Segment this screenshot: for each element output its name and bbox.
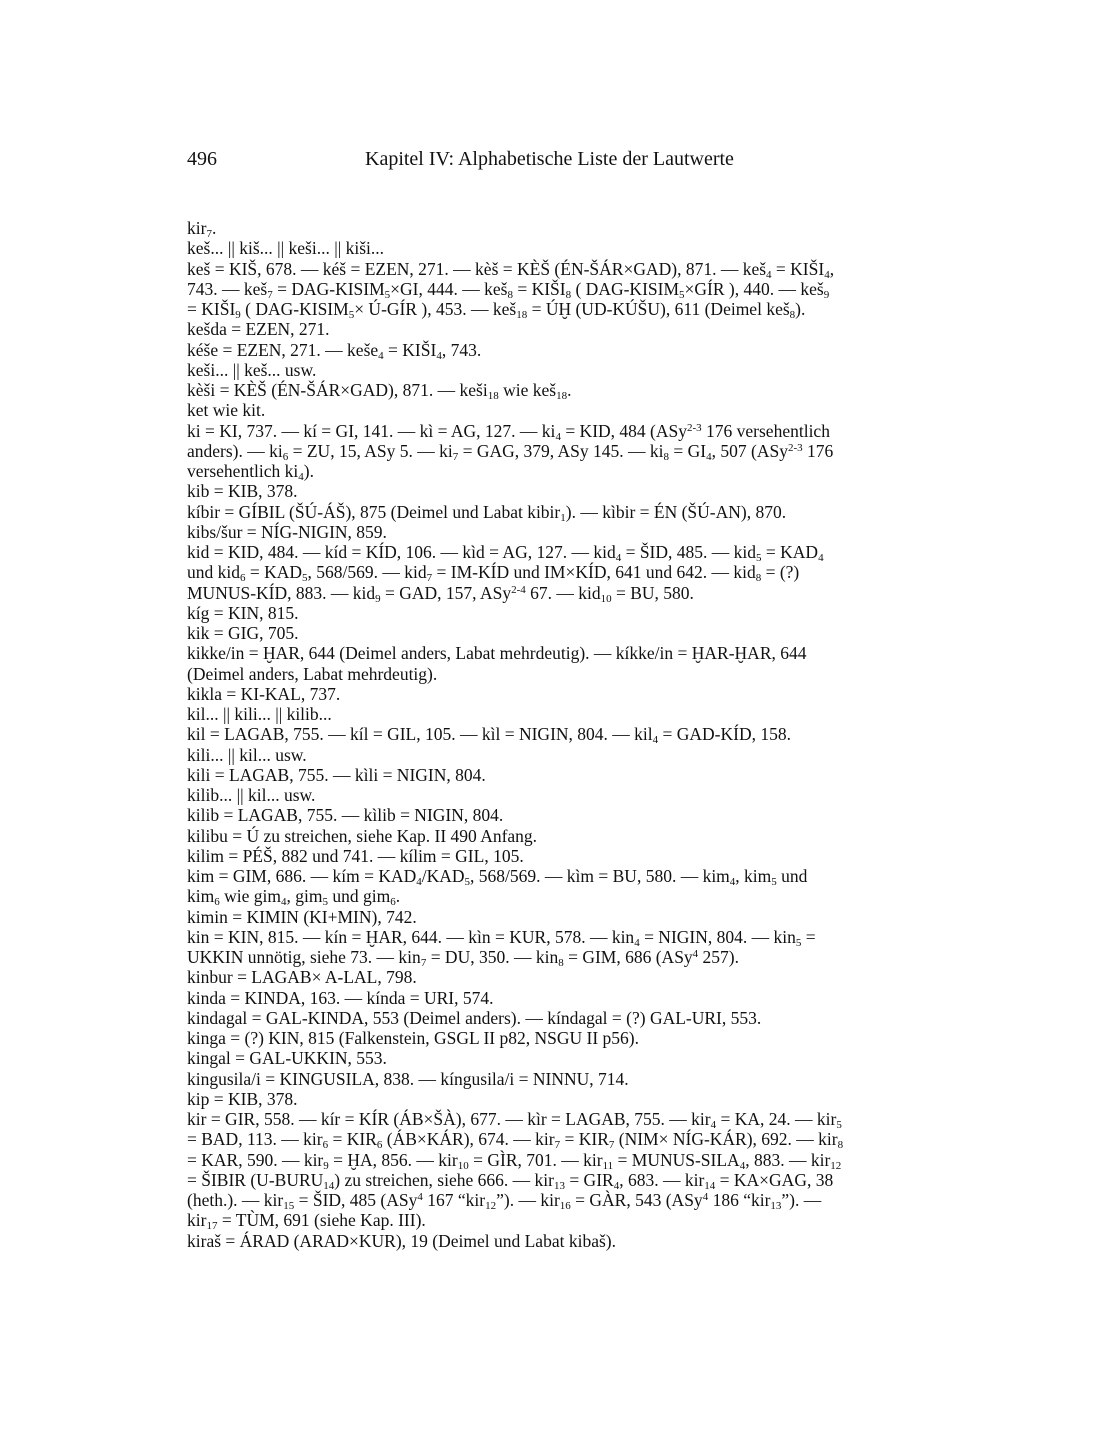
entry-line: kili = LAGAB, 755. — kìli = NIGIN, 804. [187,764,486,785]
page-number: 496 [187,148,217,170]
entry-line: kilib... || kil... usw. [187,785,316,805]
entry-line: UKKIN unnötig, siehe 73. — kin$_7$ = DU, 350. — kin$_8$ = GIM, 686 (ASy$^4$ 257). [187,947,739,969]
entry-line: kindagal = GAL-KINDA, 553 (Deimel anders). — kíndagal = (?) GAL-URI, 553. [187,1007,762,1028]
entry-line: ket wie kit. [187,400,266,421]
entry-line: kik = GIG, 705. [187,623,299,643]
entry-line: kili... || kil... usw. [187,744,307,765]
entry-line: = ŠIBIR $(U-BURU_{14})$ zu streichen, siehe 666. — $kir_{13} = GIR_4$, 683. — kir$_{14}$ = KA×GAG, 38 [187,1169,834,1192]
entry-line: kiraš = ÁRAD (ARAD×KUR), 19 (Deimel und Labat kibaš). [187,1230,616,1251]
page-header [187,146,907,172]
entry-line: (heth.). — kir$_{15}$ = ŠID, 485 (ASy$^4$ 167 “kir$_{12}$”). — kir$_{16}$ = GÀR, 543 (ASy$^4$ 186 “kir$_{13}$”). — [187,1190,822,1212]
entry-line: kingusila/i = KINGUSILA, 838. — kíngusila/i = NINNU, 714. [187,1068,629,1089]
entry-line: kèši = KÈŠ (ÉN-ŠÁR×GAD), 871. — keši$_{18}$ wie keš$_{18}$. [187,380,572,402]
entry-line: kinda = KINDA, 163. — kínda = URI, 574. [187,987,494,1008]
entry-line: kilib = LAGAB, 755. — kìlib = NIGIN, 804. [187,805,504,826]
entry-line: kíg = KIN, 815. [187,602,299,623]
entry-line: ki = KI, 737. — kí = GI, 141. — kì = AG, 127. — $ki_4$ = KID, 484 (ASy$^{2-3}$ 176 versehentlich [187,420,830,443]
entry-line: = BAD, 113. — $kir_6 = KIR_6$ (ÁB×KÁR), 674. — $kir_7 = KIR_7$ (NIM× NÍG-KÁR), 692. — kir$_8$ [187,1129,844,1152]
entry-line: kim = GIM, 686. — kím = $KAD_4/KAD_5$, 568/569. — kìm = BU, 580. — kim$_4$, kim$_5$ und [187,866,808,888]
entry-line: keš... || kiš... || keši... || kiši... [187,238,384,259]
entry-line: kikke/in = ḪAR, 644 (Deimel anders, Labat mehrdeutig). — kíkke/in = ḪAR-ḪAR, 644 [187,643,807,664]
entry-line: kil = LAGAB, 755. — kíl = GIL, 105. — kìl = NIGIN, 804. — kil$_4$ = GAD-KÍD, 158. [187,724,791,747]
entry-line: kingal = GAL-UKKIN, 553. [187,1048,387,1069]
entry-line: kip = KIB, 378. [187,1088,298,1109]
entry-line: kin = KIN, 815. — kín = ḪAR, 644. — kìn = KUR, 578. — kin$_4$ = NIGIN, 804. — kin$_5$ = [187,926,816,949]
entry-line: kir = GIR, 558. — kír = KÍR (ÁB×ŠÀ), 677. — kìr = LAGAB, 755. — kir$_4$ = KA, 24. — kir$_5$ [187,1109,842,1131]
entry-line: kilibu = Ú zu streichen, siehe Kap. II 490 Anfang. [187,825,538,846]
entry-line: kir$_{17}$ = TÙM, 691 (siehe Kap. III). [187,1210,426,1233]
entry-line: kinga = (?) KIN, 815 (Falkenstein, GSGL II p82, NSGU II p56). [187,1028,639,1048]
entry-line: kéše = EZEN, 271. — keše$_4$ = $KIŠI_4$, 743. [187,339,482,362]
entry-line: versehentlich $ki_4$). [187,461,314,483]
entry-line: anders). — $ki_6$ = ZU, 15, ASy 5. — $ki_7$ = GAG, 379, ASy 145. — $ki_8 = GI_4$, 507 (ASy$^{2-3}$ 176 [187,440,834,463]
entry-line: und $kid_6 = KAD_5$, 568/569. — kid$_7$ = IM-KÍD und IM×KÍD, 641 und 642. — kid$_8$ = (?) [187,562,800,585]
entry-line: 743. — keš$_7$ = DAG-$KISIM_5\times GI$, 444. — keš$_8$ = $KIŠI_8$ ( DAG-$KISIM_5\times GÍR$ ), 440. — keš$_9$ [187,278,830,301]
entry-line: kíbir = GÍBIL (ŠÚ-ÁŠ), 875 (Deimel und Labat kibir$_1$). — kìbir = ÉN (ŠÚ-AN), 870. [187,501,787,524]
entry-line: (Deimel anders, Labat mehrdeutig). [187,663,438,684]
entry-line: = $KIŠI_9$ ( DAG-$KISIM_5\times$ Ú-GÍR ), 453. — keš$_{18}$ = ÚḪ (UD-KÚŠU), 611 (Deimel keš$_8$). [187,299,806,321]
entry-line: keši... || keš... usw. [187,359,317,380]
entry-line: kir$_7$. [187,218,217,240]
entry-line: kilim = PÉŠ, 882 und 741. — kílim = GIL, 105. [187,845,524,866]
entry-line: kešda = EZEN, 271. [187,319,330,340]
entry-line: kib = KIB, 378. [187,481,298,502]
entry-line: kinbur = LAGAB× A-LAL, 798. [187,967,417,988]
entry-line: = KAR, 590. — kir$_9$ = ḪA, 856. — kir$_{10}$ = GÌR, 701. — kir$_{11}$ = MUNUS-$SILA_4$, 883. — kir$_{12}$ [187,1149,842,1172]
entry-line: kimin = KIMIN (KI+MIN), 742. [187,906,417,927]
entry-line: kikla = KI-KAL, 737. [187,683,341,704]
chapter-title: Kapitel IV: Alphabetische Liste der Lautwerte [365,148,734,170]
entry-line: keš = KIŠ, 678. — kéš = EZEN, 271. — kèš = KÈŠ (ÉN-ŠÁR×GAD), 871. — keš$_4$ = $KIŠI_4$, [187,258,835,281]
entry-line: kim$_6$ wie gim$_4$, gim$_5$ und gim$_6$. [187,886,401,909]
sign-value-list [187,218,919,1251]
entry-line: MUNUS-KÍD, 883. — kid$_9$ = GAD, 157, ASy$^{2-4}$ 67. — kid$_{10}$ = BU, 580. [187,582,694,605]
entry-line: kid = KID, 484. — kíd = KÍD, 106. — kìd = AG, 127. — kid$_4$ = ŠID, 485. — $kid_5 = KAD_4$ [187,542,824,564]
entry-line: kil... || kili... || kilib... [187,704,332,724]
entry-line: kibs/šur = NÍG-NIGIN, 859. [187,521,387,542]
